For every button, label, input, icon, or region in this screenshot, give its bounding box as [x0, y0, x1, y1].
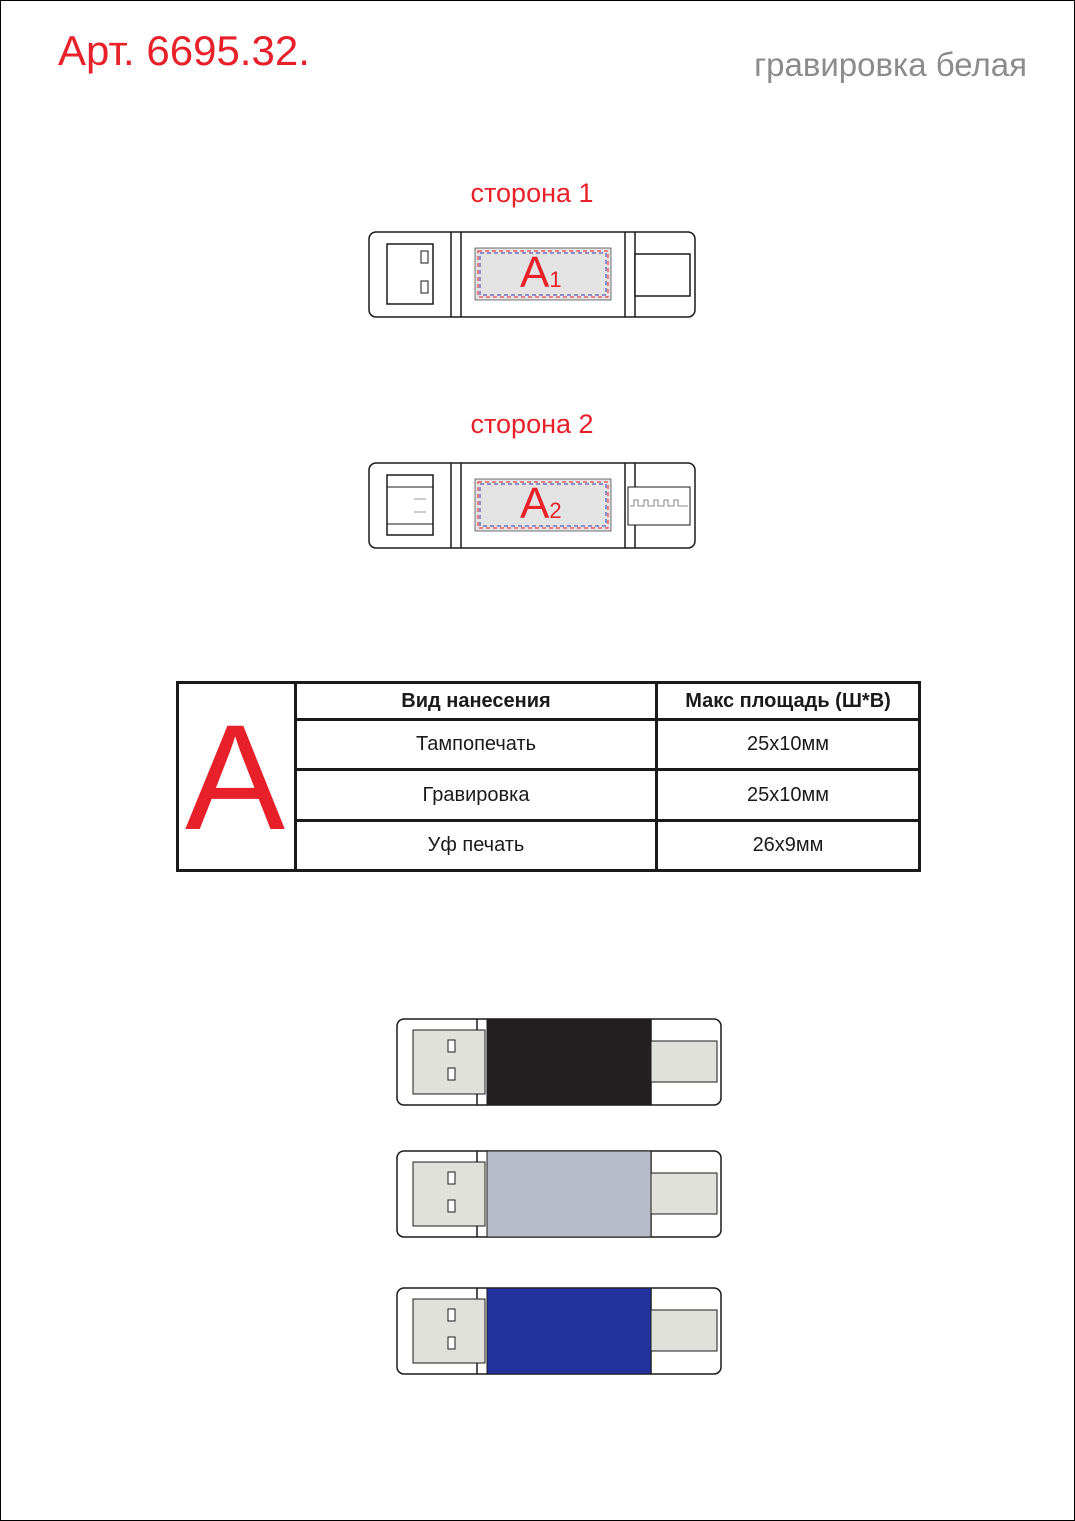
color-variant-blue: [396, 1287, 724, 1377]
engraving-note: гравировка белая: [754, 46, 1027, 83]
color-variant-black: [396, 1018, 724, 1108]
table-cell-method: Уф печать: [427, 834, 525, 856]
article-title: Арт. 6695.32.: [58, 27, 310, 74]
table-cell-area: 25х10мм: [747, 733, 829, 755]
type-c-plug: [651, 1041, 717, 1082]
color-variant-silver: [396, 1150, 724, 1240]
type-c-plug: [651, 1173, 717, 1214]
type-c-plug: [651, 1310, 717, 1351]
table-cell-method: Тампопечать: [415, 733, 537, 755]
drive-side-2: [368, 462, 698, 550]
zone-a2-label: A2: [520, 479, 562, 528]
drive-body: [487, 1019, 651, 1105]
spec-zone-letter: A: [185, 693, 286, 861]
drive-body: [487, 1288, 651, 1374]
table-cell-area: 26х9мм: [752, 834, 824, 856]
drive-side-1: [368, 231, 698, 319]
spec-table: [176, 681, 921, 872]
column-header-area: Макс площадь (Ш*В): [685, 689, 891, 712]
drive-body: [487, 1151, 651, 1237]
zone-a1-label: A1: [520, 248, 562, 297]
spec-zone-cell: [179, 684, 297, 869]
side-1-label: сторона 1: [470, 178, 594, 208]
side-2-label: сторона 2: [470, 409, 594, 439]
table-cell-method: Гравировка: [422, 783, 530, 806]
table-cell-area: 25х10мм: [747, 783, 829, 806]
column-header-method: Вид нанесения: [401, 689, 551, 712]
